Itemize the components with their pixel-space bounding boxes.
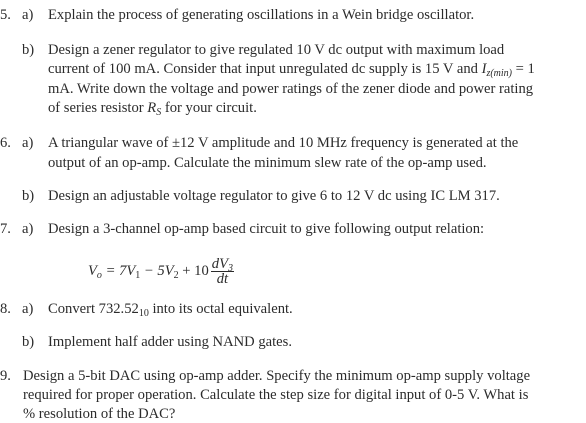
equation-term: − 5V <box>140 262 174 279</box>
derivative-fraction <box>211 257 234 286</box>
question-text: A triangular wave of ±12 V amplitude and 10 MHz frequency is generated at the <box>48 135 519 151</box>
question-text: output of an op-amp. Calculate the minimum slew rate of the op-amp used. <box>48 155 487 171</box>
text-segment: = 1 <box>512 61 535 77</box>
text-segment: of series resistor <box>48 100 148 116</box>
part-label: a) <box>22 135 34 151</box>
subscript: S <box>156 107 162 118</box>
question-number: 7. <box>0 221 11 237</box>
question-text: Design an adjustable voltage regulator to give 6 to 12 V dc using IC LM 317. <box>48 188 500 204</box>
part-label: b) <box>22 188 35 204</box>
fraction-denominator: dt <box>216 271 229 287</box>
question-number: 8. <box>0 301 11 317</box>
question-number: 9. <box>0 368 11 384</box>
part-label: b) <box>22 42 35 58</box>
part-label: a) <box>22 7 34 23</box>
question-text: Design a zener regulator to give regulated 10 V dc output with maximum load <box>48 42 505 58</box>
equation-term: = 7V <box>101 262 136 279</box>
equation-subscript: 2 <box>173 269 179 281</box>
question-text: Design a 3-channel op-amp based circuit to give following output relation: <box>48 221 485 237</box>
question-text: mA. Write down the voltage and power ratings of the zener diode and power rating <box>48 81 534 97</box>
text-segment: Convert 732.52 <box>48 301 139 317</box>
equation-term: dV <box>211 256 228 272</box>
equation-variable: V <box>88 262 97 279</box>
equation-subscript: o <box>96 269 102 281</box>
question-text <box>48 60 535 78</box>
output-equation <box>88 257 234 289</box>
question-text: required for proper operation. Calculate the step size for digital input of 0-5 V. What is <box>23 387 529 403</box>
question-text: Design a 5-bit DAC using op-amp adder. Specify the minimum op-amp supply voltage <box>23 368 531 384</box>
equation-subscript: 1 <box>135 269 141 281</box>
text-segment: current of 100 mA. Consider that input unregulated dc supply is 15 V and <box>48 61 482 77</box>
part-label: a) <box>22 221 34 237</box>
question-text <box>48 300 293 318</box>
question-text: % resolution of the DAC? <box>23 406 176 422</box>
part-label: a) <box>22 301 34 317</box>
question-text <box>48 99 257 117</box>
variable: R <box>147 100 157 116</box>
question-text: Explain the process of generating oscillations in a Wein bridge oscillator. <box>48 7 475 23</box>
equation-term: + 10 <box>178 262 209 279</box>
question-number: 5. <box>0 7 11 23</box>
subscript: 10 <box>138 308 149 319</box>
text-segment: into its octal equivalent. <box>148 301 293 317</box>
part-label: b) <box>22 334 35 350</box>
question-number: 6. <box>0 135 11 151</box>
variable: I <box>481 61 487 77</box>
equation-subscript: 3 <box>227 263 233 274</box>
subscript: z(min) <box>486 68 512 79</box>
fraction-numerator <box>211 257 234 272</box>
question-text: Implement half adder using NAND gates. <box>48 334 292 350</box>
text-segment: for your circuit. <box>161 100 257 116</box>
